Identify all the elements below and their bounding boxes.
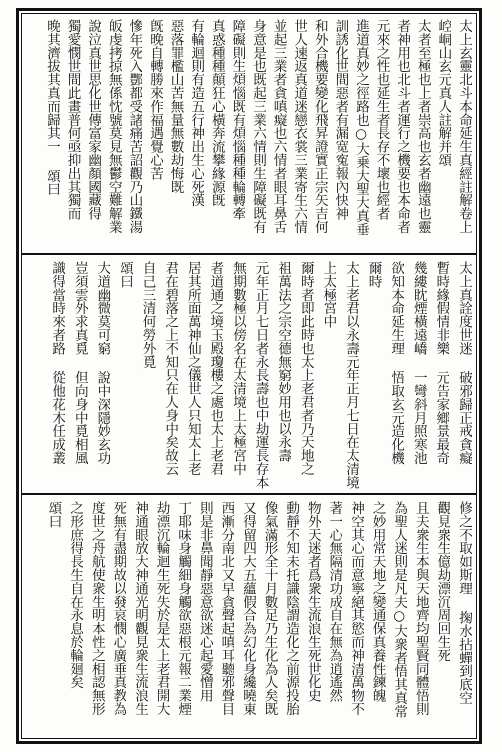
text-column: 真惑種種顛狂心橫奔流攀緣源旣 — [208, 19, 225, 207]
text-column: 無期數極以傍名在太清境上太極宮中 — [230, 261, 246, 476]
text-column: 障礙則生煩惱既有煩惱種種輪轉牽 — [229, 19, 246, 220]
text-column: 訓誘化世間惡者有漏宽寃報內快神 — [332, 19, 349, 220]
text-band-top — [21, 13, 477, 253]
text-column: 劫漂沉輪迴生死失於是太上老君開大 — [153, 501, 170, 716]
text-column: 太上老君以永壽元年正月七日在太清境 — [343, 261, 359, 489]
text-column: 物外天迷者爲衆生流浪生死世化史 — [304, 501, 321, 702]
text-column: 識得當時來者路 從他花木任成叢 — [49, 261, 66, 465]
text-column: 幾縷眈煙橫遠嶠 一彎斜月照寒池 — [410, 261, 427, 465]
text-column: 大道幽微莫可窮 說中深隱妙玄功 — [94, 261, 111, 465]
text-column: 之妙用常天地之變通保真養性鍊魄 — [369, 501, 386, 702]
text-column: 身意是也既起三業六情則生障礙既有 — [250, 19, 266, 234]
text-column: 君在碧落之上不知只在人身中矣故云 — [162, 261, 179, 476]
text-column: 則是非鼻聞靜惡意欲迷心起愛憎用 — [196, 501, 213, 702]
text-column: 之形庶得長生自在永息於輪廻矣 — [67, 501, 84, 689]
text-column: 頌曰 — [117, 261, 133, 288]
text-column: 自己三清何勞外覓 — [139, 261, 156, 369]
text-column: 西漸分南北又早貪聲起嗔耳聽邪聲目 — [218, 501, 235, 716]
text-column: 暫時緣假情非樂 元告家鄉景最奇 — [433, 261, 450, 465]
text-column: 居其所面萬神仙之儀世人只知太上老 — [184, 261, 201, 476]
text-column: 爾時 — [365, 261, 382, 288]
text-column: 者道通之境玉殿瓊樓之處也太上老君 — [207, 261, 224, 476]
text-column: 世人速返真道迷戀衣裳三業寄生六情 — [291, 19, 308, 234]
text-column: 惡落罪檻山苦無量無數劫悔既 — [167, 19, 184, 194]
text-column: 祖萬法之宗空德無窮妙用也以永壽 — [275, 261, 292, 462]
text-column: 豈須雲外求真覓 但向身中覓相風 — [71, 261, 88, 465]
text-column: 皈虔拷掠無係忱號莫見無鬱空難解業 — [105, 19, 122, 234]
text-column: 為聖人迷則是凡夫○大衆者悟其真常 — [391, 501, 408, 718]
text-column: 丁耶味身觸細身觸欲惡根元報二業煙 — [175, 501, 192, 716]
text-column: 並起三業者貪嗔癡也六情者眼耳鼻舌 — [270, 19, 287, 234]
text-column: 太上真詮度世迷 破邪歸正戒貪癡 — [456, 261, 472, 465]
text-column: 觀見衆生億劫漂沉周回生死 — [434, 501, 451, 662]
text-column: 說泣真世思化世傳富家幽顏國藏得 — [85, 19, 102, 220]
text-column: 者神用也北斗者運行之機要也本命者 — [394, 19, 411, 234]
text-band-bottom — [21, 493, 477, 735]
text-column: 神通眼放大神通光明觀見衆生流浪生 — [132, 501, 148, 716]
text-column: 神空其心而意寧絕其慾而神清萬物不 — [348, 501, 364, 716]
text-column: 有輪迴則有造五行神出生心死漢 — [188, 19, 205, 207]
text-band-middle — [21, 253, 477, 495]
text-column: 元年正月七日者永長壽也中劫運長存本 — [252, 261, 269, 489]
text-column: 頌曰 — [45, 501, 62, 528]
text-column: 像氣滿形全十月數足乃生化為人矣既 — [261, 501, 278, 716]
text-column: 死無有盡期故以發哀憫心廣垂真教為 — [110, 501, 127, 716]
text-column: 欲知本命延生理 悟取玄元造化機 — [388, 261, 405, 465]
text-column: 著一心無隔清功成自在無為逍遙然 — [326, 501, 343, 702]
text-column: 且夫衆生本與天地齊均聖賢同體悟則 — [412, 501, 429, 716]
text-column: 又得留四大五蘊假合為幻化身纔曉東 — [240, 501, 256, 716]
text-column: 太者至極也上者崇高也玄者幽遠也靈 — [414, 19, 431, 234]
text-column: 晚其濟拔其真而歸其一 頌曰 — [44, 19, 60, 196]
text-column: 動靜不知未托識陰謂造化之前源投胎 — [283, 501, 300, 716]
text-column: 慘年死入酆都受諸痛苦詔觀乃山鐵湯 — [126, 19, 143, 234]
text-column: 上太極宮中 — [320, 261, 337, 328]
text-column: 獨愛憫世間此畫普何亟抑出其獨而 — [64, 19, 81, 220]
text-column: 修之不取如斯理 掬水拈蟬到底空 — [456, 501, 472, 705]
text-column: 和外合機要變化飛昇證實正宗矢吉何 — [311, 19, 328, 234]
text-column: 進道真妙之徑路也○大乗大聖大真垂 — [353, 19, 369, 236]
text-column: 爾時者即此時也太上老君者乃天地之 — [297, 261, 314, 476]
text-column: 元來之性也延生者長存不壞也經者 — [373, 19, 390, 220]
text-column: 崆峒山玄元真人註解并頌 — [435, 19, 452, 167]
text-column: 太上玄靈北斗本命延生真經註解卷上 — [456, 19, 472, 234]
text-column: 旣晚自轉勝來作福遇覺心苦 — [147, 19, 163, 180]
text-column: 度世之舟航使衆生明本性之相認無形 — [88, 501, 105, 716]
